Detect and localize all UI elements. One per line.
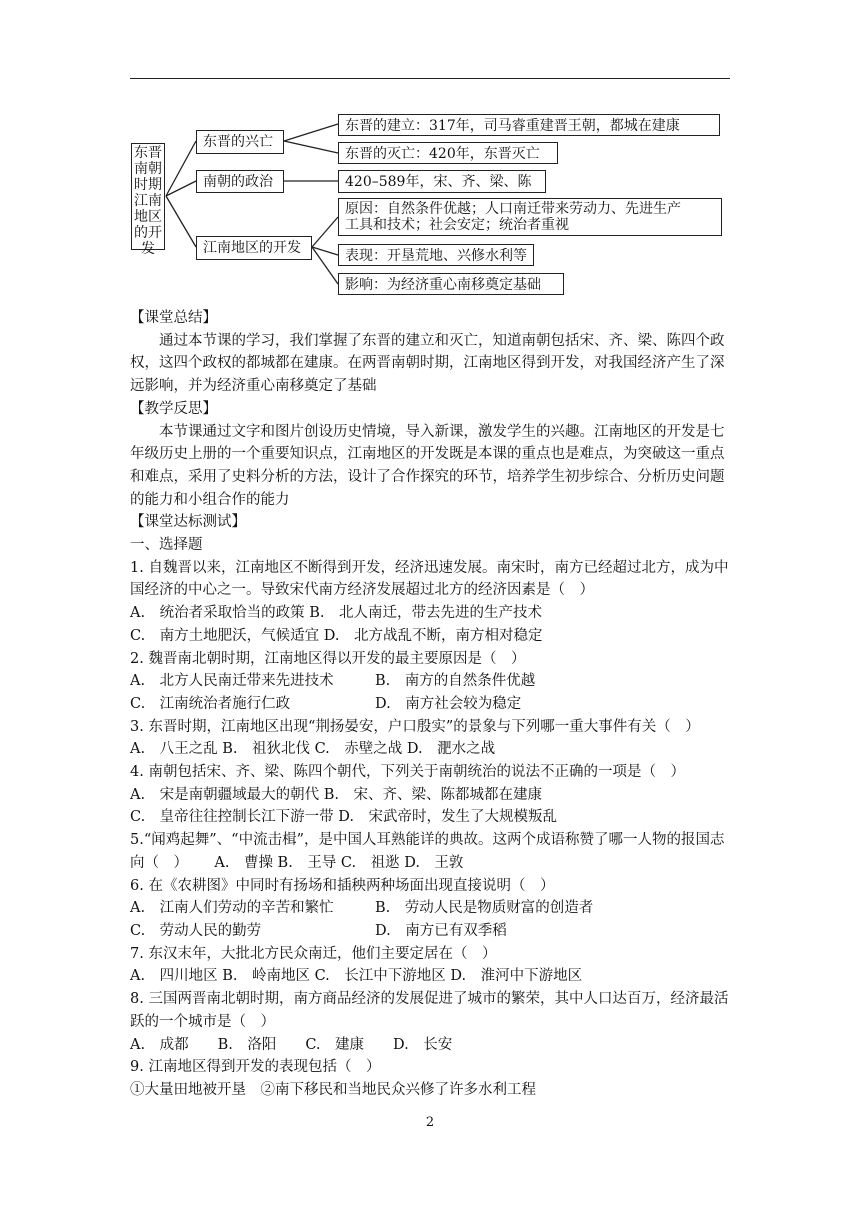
question-9-stem: 9. 江南地区得到开发的表现包括（ ） (130, 1059, 381, 1076)
option-c: C. 江南统治者施行仁政 (130, 695, 291, 712)
question-9-items: ①大量田地被开垦 ②南下移民和当地民众兴修了许多水利工程 (130, 1081, 536, 1098)
option-b: B. 南方的自然条件优越 (375, 673, 536, 690)
section-heading: 一、选择题 (130, 537, 203, 554)
option-a: A. 北方人民南迁带来先进技术 (130, 673, 334, 690)
question-1-options-cd: C. 南方土地肥沃，气候适宜 D. 北方战乱不断，南方相对稳定 (130, 627, 543, 644)
question-3-stem: 3. 东晋时期，江南地区出现“荆扬晏安，户口殷实”的景象与下列哪一重大事件有关（ ） (130, 718, 700, 735)
reflection-body: 本节课通过文字和图片创设历史情境，导入新课，激发学生的兴趣。江南地区的开发是七年级历史上册的一个重要知识点，江南地区的开发既是本课的重点也是难点，为突破这一重点和难点，采用了史料分析的方法，设计了合作探究的环节，培养学生初步综合、分析历史问题的能力和小组合作的能力 (130, 423, 725, 508)
question-3-options: A. 八王之乱 B. 祖狄北伐 C. 赤壁之战 D. 淝水之战 (130, 741, 496, 758)
question-7-stem: 7. 东汉末年，大批北方民众南迁，他们主要定居在（ ） (130, 945, 497, 962)
leaf-founding: 东晋的建立：317年，司马睿重建晋王朝，都城在建康 (338, 114, 720, 136)
leaf-reasons (338, 198, 722, 236)
option-a: A. 江南人们劳动的辛苦和繁忙 (130, 900, 334, 917)
option-d: D. 南方社会较为稳定 (375, 695, 522, 712)
option-d: D. 南方已有双季稻 (375, 922, 507, 939)
reflection-heading: 【教学反思】 (130, 400, 217, 417)
question-6-options-cd (130, 920, 734, 943)
question-4-stem: 4. 南朝包括宋、齐、梁、陈四个朝代，下列关于南朝统治的说法不正确的一项是（ ） (130, 764, 685, 781)
question-8-options: A. 成都 B. 洛阳 C. 建康 D. 长安 (130, 1036, 453, 1053)
page-body (130, 307, 734, 1102)
option-b: B. 劳动人民是物质财富的创造者 (375, 900, 594, 917)
leaf-impact: 影响：为经济重心南移奠定基础 (338, 273, 564, 295)
summary-heading: 【课堂总结】 (130, 310, 217, 326)
question-7-options: A. 四川地区 B. 岭南地区 C. 长江中下游地区 D. 淮河中下游地区 (130, 968, 583, 985)
question-4-options-ab: A. 宋是南朝疆域最大的朝代 B. 宋、齐、梁、陈都城都在建康 (130, 786, 542, 803)
leaf-reasons-line-2: 工具和技术；社会安定；统治者重视 (345, 217, 569, 233)
leaf-performance: 表现：开垦荒地、兴修水利等 (338, 244, 534, 266)
question-1-stem: 1. 自魏晋以来，江南地区不断得到开发，经济迅速发展。南宋时，南方已经超过北方，成为中国经济的中心之一。导致宋代南方经济发展超过北方的经济因素是（ ） (130, 559, 729, 599)
leaf-fall: 东晋的灭亡：420年，东晋灭亡 (338, 142, 558, 164)
question-6-options-ab (130, 897, 734, 920)
question-2-options-ab (130, 670, 734, 693)
leaf-reasons-line-1: 原因：自然条件优越；人口南迁带来劳动力、先进生产 (345, 201, 681, 217)
branch-politics: 南朝的政治 (196, 170, 284, 193)
branch-rise-fall: 东晋的兴亡 (196, 130, 284, 154)
page-number: 2 (425, 1115, 435, 1130)
question-1-options-ab: A. 统治者采取恰当的政策 B. 北人南迁，带去先进的生产技术 (130, 605, 542, 622)
diagram-root: 东晋南朝时期江南地区的开发 (131, 143, 165, 250)
question-2-stem: 2. 魏晋南北朝时期，江南地区得以开发的最主要原因是（ ） (130, 650, 526, 667)
option-c: C. 劳动人民的勤劳 (130, 922, 262, 939)
summary-body: 通过本节课的学习，我们掌握了东晋的建立和灭亡，知道南朝包括宋、齐、梁、陈四个政权，这四个政权的都城都在建康。在两晋南朝时期，江南地区得到开发，对我国经济产生了深远影响，并为经济重心南移奠定了基础 (130, 332, 725, 395)
leaf-southern-dynasties: 420–589年，宋、齐、梁、陈 (338, 170, 546, 193)
question-2-options-cd (130, 693, 734, 716)
test-heading: 【课堂达标测试】 (130, 514, 246, 531)
question-6-stem: 6. 在《农耕图》中同时有扬场和插秧两种场面出现直接说明（ ） (130, 877, 555, 894)
question-5-stem: 5.“闻鸡起舞”、“中流击楫”，是中国人耳熟能详的典故。这两个成语称赞了哪一人物的报国志向（ ） A. 曹操 B. 王导 C. 祖逖 D. 王敦 (130, 832, 725, 871)
branch-development: 江南地区的开发 (196, 236, 312, 260)
question-8-stem: 8. 三国两晋南北朝时期，南方商品经济的发展促进了城市的繁荣，其中人口达百万，经济最活跃的一个城市是（ ） (130, 991, 729, 1030)
question-4-options-cd: C. 皇帝往往控制长江下游一带 D. 宋武帝时，发生了大规模叛乱 (130, 809, 558, 826)
